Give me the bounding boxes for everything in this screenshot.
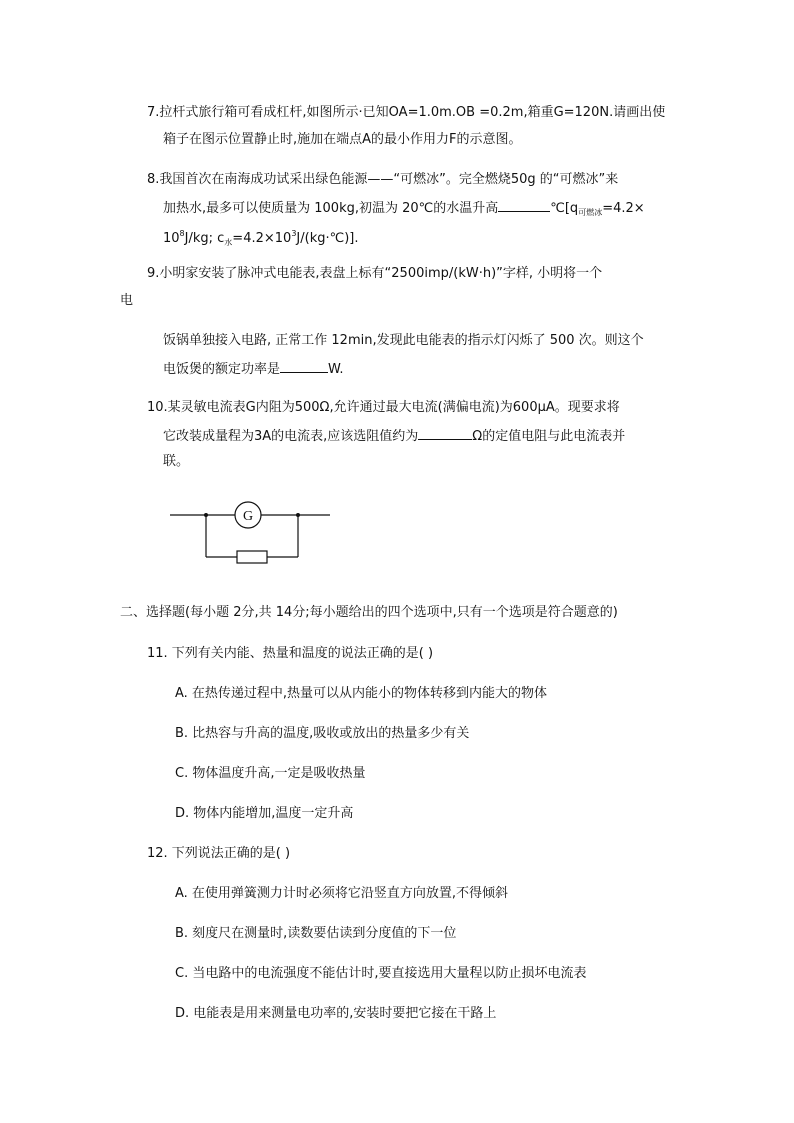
q10-line-2-end: Ω的定值电阻与此电流表并 <box>472 429 626 444</box>
q9-line-3: 饭锅单独接入电路, 正常工作 12min,发现此电能表的指示灯闪烁了 500 次。则这个 <box>163 333 644 348</box>
q12-option-a[interactable]: A. 在使用弹簧测力计时必须将它沿竖直方向放置,不得倾斜 <box>175 886 509 901</box>
q9-line-4 <box>163 359 344 379</box>
q8-line-3 <box>163 225 358 252</box>
resistor-symbol <box>237 551 267 563</box>
q11-option-b[interactable]: B. 比热容与升高的温度,吸收或放出的热量多少有关 <box>175 726 470 741</box>
q12-option-d[interactable]: D. 电能表是用来测量电功率的,安装时要把它接在干路上 <box>175 1006 497 1021</box>
q8-exp-1: 8 <box>179 229 185 238</box>
q8-line-3-mid2: =4.2×10 <box>232 231 292 246</box>
q9-line-4-unit: W. <box>328 362 344 377</box>
q9-line-4-text: 电饭煲的额定功率是 <box>163 362 281 377</box>
q11-stem: 11. 下列有关内能、热量和温度的说法正确的是( ) <box>147 646 434 661</box>
q10-line-1: 10.某灵敏电流表G内阻为500Ω,允许通过最大电流(满偏电流)为600μA。现要求将 <box>147 400 620 415</box>
q8-answer-blank[interactable] <box>498 198 550 212</box>
q8-line-3-end: J/(kg·℃)]. <box>296 231 359 246</box>
q7-line-2: 箱子在图示位置静止时,施加在端点A的最小作用力F的示意图。 <box>163 132 522 147</box>
q8-line-2-unit: ℃[q <box>550 201 579 216</box>
q11-option-d[interactable]: D. 物体内能增加,温度一定升高 <box>175 806 354 821</box>
q10-line-2-text: 它改装成量程为3A的电流表,应该选阻值约为 <box>163 429 419 444</box>
q12-option-c[interactable]: C. 当电路中的电流强度不能估计时,要直接选用大量程以防止损坏电流表 <box>175 966 587 981</box>
q8-line-1: 8.我国首次在南海成功试采出绿色能源——“可燃冰”。完全燃烧50g 的“可燃冰”来 <box>147 172 619 187</box>
q9-line-2: 电 <box>120 293 134 308</box>
q8-c-subscript: 水 <box>224 238 233 247</box>
q12-stem: 12. 下列说法正确的是( ) <box>147 846 291 861</box>
q12-option-b[interactable]: B. 刻度尺在测量时,读数要估读到分度值的下一位 <box>175 926 457 941</box>
q11-option-a[interactable]: A. 在热传递过程中,热量可以从内能小的物体转移到内能大的物体 <box>175 686 548 701</box>
q10-answer-blank[interactable] <box>418 426 472 440</box>
q10-line-2 <box>163 426 625 446</box>
q7-line-1: 7.拉杆式旅行箱可看成杠杆,如图所示·已知OA=1.0m.OB =0.2m,箱重G=120N.请画出使 <box>147 105 666 120</box>
q9-answer-blank[interactable] <box>280 359 328 373</box>
q8-line-3-base: 10 <box>163 231 180 246</box>
q8-line-2 <box>163 198 645 222</box>
q9-line-1: 9.小明家安装了脉冲式电能表,表盘上标有“2500imp/(kW·h)”字样, 小明将一个 <box>147 266 603 281</box>
q8-line-3-mid: J/kg; c <box>184 231 225 246</box>
q8-line-2-text: 加热水,最多可以使质量为 100kg,初温为 20℃的水温升高 <box>163 201 499 216</box>
circuit-diagram <box>165 495 335 570</box>
q8-line-2-end: =4.2× <box>602 201 645 216</box>
section-2-heading: 二、选择题(每小题 2分,共 14分;每小题给出的四个选项中,只有一个选项是符合题意的) <box>120 605 618 620</box>
q8-exp-2: 3 <box>291 229 297 238</box>
q8-q-subscript: 可燃冰 <box>578 208 603 217</box>
galvanometer-label: G <box>242 509 254 524</box>
q10-line-3: 联。 <box>163 454 190 469</box>
q11-option-c[interactable]: C. 物体温度升高,一定是吸收热量 <box>175 766 366 781</box>
